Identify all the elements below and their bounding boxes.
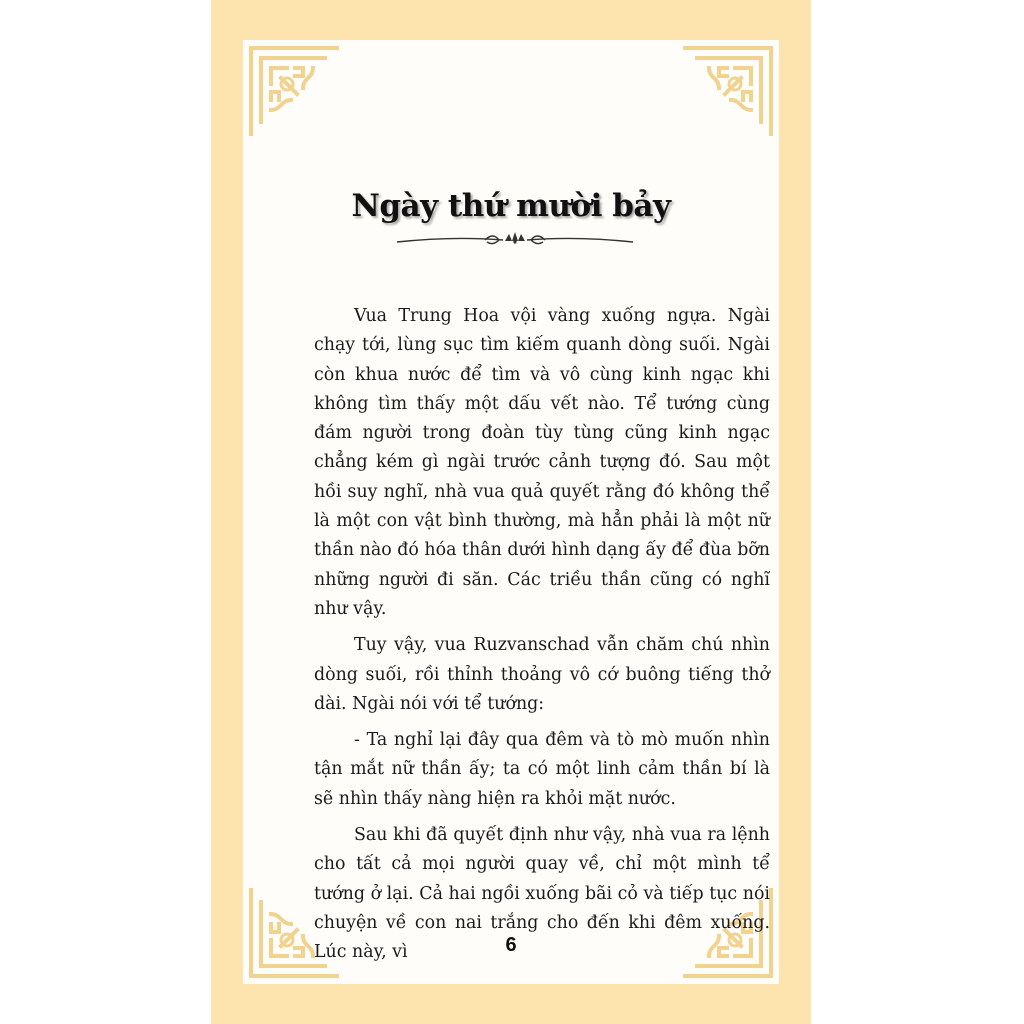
page-number: 6	[505, 934, 517, 956]
title-divider-icon	[393, 230, 637, 248]
book-page	[243, 40, 779, 984]
corner-ornament-icon	[247, 44, 341, 138]
body-text	[314, 302, 770, 975]
book-page-border	[211, 0, 811, 1024]
paragraph: Vua Trung Hoa vội vàng xuống ngựa. Ngài chạy tới, lùng sục tìm kiếm quanh dòng suối. Ngài còn khua nước để tìm và vô cùng kinh ngạc khi không tìm thấy một dấu vết nào. Tể tướng cùng đám người trong đoàn tùy tùng cũng kinh ngạc chẳng kém gì ngài trước cảnh tượng đó. Sau một hồi suy nghĩ, nhà vua quả quyết rằng đó không thể là một con vật bình thường, mà hẳn phải là một nữ thần nào đó hóa thân dưới hình dạng ấy để đùa bỡn những người đi săn. Các triều thần cũng có nghĩ như vậy.	[314, 306, 770, 619]
corner-ornament-icon	[681, 44, 775, 138]
paragraph: Sau khi đã quyết định như vậy, nhà vua ra lệnh cho tất cả mọi người quay về, chỉ một mình tể tướng ở lại. Cả hai ngồi xuống bãi cỏ và tiếp tục nói chuyện về con nai trắng cho đến khi đêm xuống. Lúc này, vì	[314, 825, 770, 963]
paragraph: - Ta nghỉ lại đây qua đêm và tò mò muốn nhìn tận mắt nữ thần ấy; ta có một linh cảm thần bí là sẽ nhìn thấy nàng hiện ra khỏi mặt nước.	[314, 730, 770, 809]
chapter-title: Ngày thứ mười bảy	[351, 188, 671, 224]
paragraph: Tuy vậy, vua Ruzvanschad vẫn chăm chú nhìn dòng suối, rồi thỉnh thoảng vô cớ buông tiếng thở dài. Ngài nói với tể tướng:	[314, 635, 770, 714]
